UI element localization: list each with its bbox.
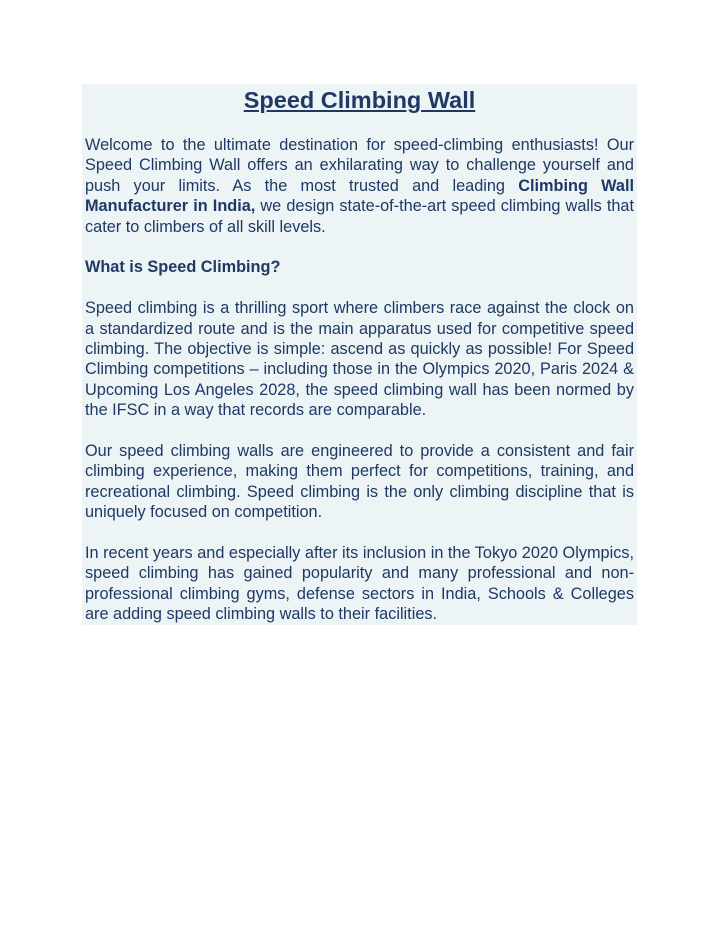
manufacturer-link-text: Climbing Wall Manufacturer in India, xyxy=(85,176,634,216)
body-paragraph-1: Speed climbing is a thrilling sport where climbers race against the clock on a standardized route and is the main apparatus used for competitive speed climbing. The objective is simple: ascend as quickly as possible! For Speed Climbing competitions – including those in the Olympics 2020, Paris 2024 & Upcoming Los Angeles 2028, the speed climbing wall has been normed by the IFSC in a way that records are comparable. xyxy=(85,299,634,420)
intro-paragraph xyxy=(85,135,634,237)
body-paragraph-3: In recent years and especially after its inclusion in the Tokyo 2020 Olympics, speed climbing has gained popularity and many professional and non-professional climbing gyms, defense sectors in India, Schools & Colleges are adding speed climbing walls to their facilities. xyxy=(85,544,635,624)
spacer xyxy=(85,237,634,257)
spacer xyxy=(85,278,634,298)
intro-text-end: we design state-of-the-art speed climbing walls that cater to climbers of all skill levels. xyxy=(85,197,635,236)
section-heading: What is Speed Climbing? xyxy=(85,258,281,277)
intro-text-start: Welcome to the ultimate destination for speed-climbing enthusiasts! Our Speed Climbing Wall offers an exhilarating way to challenge yourself and push your limits. As the most trusted and leading xyxy=(85,136,634,195)
page-title: Speed Climbing Wall xyxy=(243,87,476,113)
spacer xyxy=(85,421,634,441)
document-content xyxy=(82,84,637,625)
body-paragraph-2: Our speed climbing walls are engineered to provide a consistent and fair climbing experience, making them perfect for competitions, training, and recreational climbing. Speed climbing is the only climbing discipline that is uniquely focused on competition. xyxy=(85,442,634,522)
spacer xyxy=(85,523,634,543)
